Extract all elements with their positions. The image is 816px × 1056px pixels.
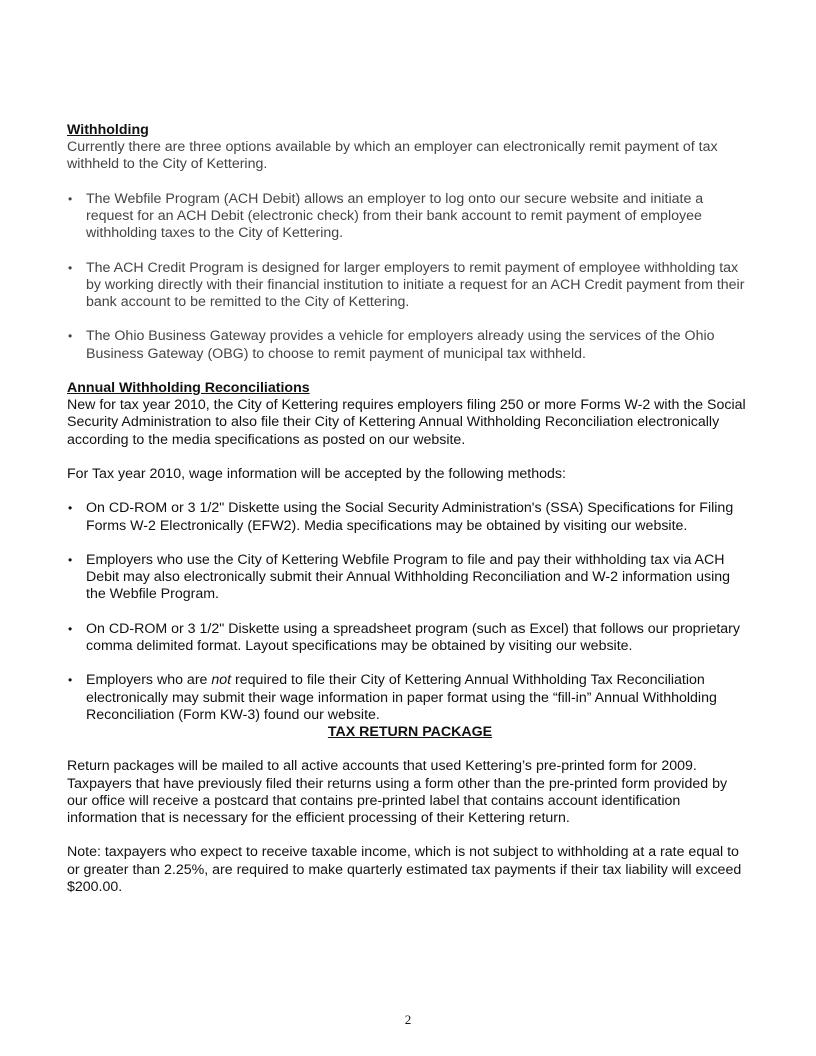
method-webfile: Employers who use the City of Kettering Webfile Program to file and pay their withholding tax via ACH Debit may also electronically submit their Annual Withholding Reconciliation and W-2 information using the Webfile Program. (86, 551, 731, 603)
withholding-heading: Withholding (67, 122, 149, 138)
withholding-option-webfile: The Webfile Program (ACH Debit) allows an employer to log onto our secure website and initiate a request for an ACH Debit (electronic check) from their bank account to remit payment of employee withholding taxes to the City of Kettering. (86, 190, 704, 242)
bullet-icon: • (68, 501, 73, 516)
list-item (67, 672, 751, 724)
list-item (67, 552, 751, 604)
methods-list (67, 500, 751, 724)
tax-return-paragraph: Return packages will be mailed to all active accounts that used Kettering’s pre-printed form for 2009. Taxpayers that have previously filed their returns using a form other than the pre-printed form provided by our office will receive a postcard that contains pre-printed label that contains account identification information that is necessary for the efficient processing of their Kettering return. (67, 758, 728, 826)
bullet-icon: • (68, 673, 73, 688)
methods-intro: For Tax year 2010, wage information will be accepted by the following methods: (67, 465, 566, 482)
annual-intro: New for tax year 2010, the City of Kettering requires employers filing 250 or more Forms W-2 with the Social Security Administration to also file their City of Kettering Annual Withholding Reconciliation electronically according to the media specifications as posted on our website. (67, 397, 746, 448)
bullet-icon: • (68, 191, 73, 206)
bullet-icon: • (68, 329, 73, 344)
method-spreadsheet: On CD-ROM or 3 1/2" Diskette using a spreadsheet program (such as Excel) that follows our proprietary comma delimited format. Layout specifications may be obtained by visiting our website. (86, 620, 740, 654)
method-ssa-efw2: On CD-ROM or 3 1/2" Diskette using the Social Security Administration's (SSA) Specifications for Filing Forms W-2 Electronically (EFW2). Media specifications may be obtained by visiting our website. (86, 500, 734, 534)
bullet-icon: • (68, 260, 73, 275)
bullet-icon: • (68, 552, 73, 567)
bullet-icon: • (68, 621, 73, 636)
list-item (67, 621, 751, 655)
document-page (67, 122, 751, 896)
emphasis-not: not (211, 672, 232, 689)
page-number: 2 (404, 1012, 412, 1027)
withholding-option-ach-credit: The ACH Credit Program is designed for larger employers to remit payment of employee withholding tax by working directly with their financial institution to initiate a request for an ACH Credit payment from their bank account to be remitted to the City of Kettering. (86, 259, 745, 310)
list-item (67, 191, 751, 243)
withholding-option-obg: The Ohio Business Gateway provides a vehicle for employers already using the services of the Ohio Business Gateway (OBG) to choose to remit payment of municipal tax withheld. (86, 328, 715, 362)
tax-return-package-heading: TAX RETURN PACKAGE (327, 723, 493, 740)
estimated-tax-note: Note: taxpayers who expect to receive taxable income, which is not subject to withholding at a rate equal to or greater than 2.25%, are required to make quarterly estimated tax payments if their tax liability will exceed $200.00. (67, 844, 742, 895)
method-paper: Employers who are not required to file their City of Kettering Annual Withholding Tax Reconciliation electronically may submit their wage information in paper format using the “fill-in” Annual Withholding Reconciliation (Form KW-3) found our website. (86, 672, 717, 723)
withholding-intro: Currently there are three options available by which an employer can electronically remit payment of tax withheld to the City of Kettering. (67, 139, 718, 173)
annual-reconciliations-heading: Annual Withholding Reconciliations (67, 379, 310, 396)
withholding-options-list (67, 191, 751, 363)
list-item (67, 260, 751, 312)
list-item (67, 500, 751, 534)
list-item (67, 328, 751, 362)
